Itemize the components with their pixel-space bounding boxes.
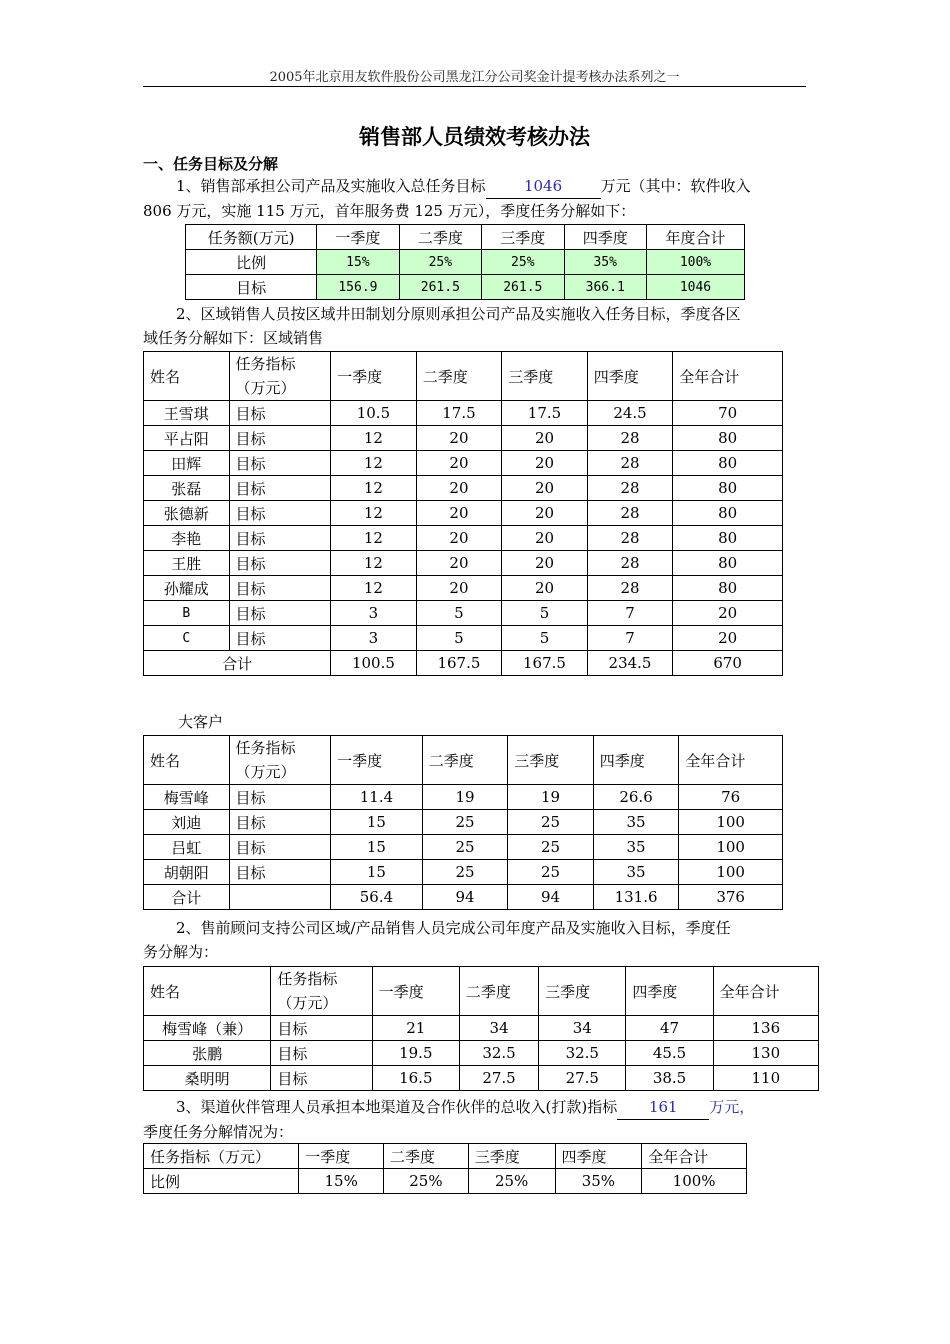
table-row — [144, 451, 783, 476]
table-cell: 28 — [587, 526, 673, 551]
table-cell — [229, 885, 331, 910]
table-header-cell: 一季度 — [317, 225, 399, 250]
table-cell: 目标 — [229, 601, 331, 626]
table-cell: 20 — [502, 476, 588, 501]
table-cell: 目标 — [229, 860, 331, 885]
table-cell: 261.5 — [399, 275, 481, 300]
p4-prefix: 3、渠道伙伴管理人员承担本地渠道及合作伙伴的总收入(打款)指标 — [176, 1098, 618, 1116]
table-cell: 45.5 — [626, 1041, 713, 1066]
table-cell: 目标 — [229, 810, 331, 835]
table-cell: 5 — [416, 626, 502, 651]
table-row — [144, 476, 783, 501]
p1-suffix: 万元（其中：软件收入 — [600, 177, 751, 195]
table-cell: 131.6 — [593, 885, 679, 910]
header-line: 任务指标 — [235, 355, 296, 373]
table-cell: 261.5 — [482, 275, 564, 300]
table-cell: 80 — [673, 551, 783, 576]
table-cell: 3 — [331, 601, 417, 626]
header-line: （万元） — [235, 379, 296, 397]
table-row — [144, 835, 783, 860]
header-line: （万元） — [235, 763, 296, 781]
table-cell: 25 — [508, 835, 594, 860]
table-header-cell — [271, 967, 372, 1016]
table-cell: 25% — [482, 250, 564, 275]
quarterly-target-table — [185, 224, 745, 300]
table-cell: 刘迪 — [144, 810, 230, 835]
table-header-cell: 一季度 — [299, 1144, 384, 1169]
table-row — [144, 626, 783, 651]
table-row — [144, 1066, 819, 1091]
table-cell: 80 — [673, 576, 783, 601]
table-cell: 15% — [317, 250, 399, 275]
table-cell: 35 — [593, 860, 679, 885]
table-cell: 25 — [422, 810, 508, 835]
table-header-cell: 二季度 — [422, 736, 508, 785]
table-cell: 张磊 — [144, 476, 230, 501]
p2-line2: 域任务分解如下：区域销售 — [143, 329, 324, 347]
table-header-cell: 二季度 — [416, 352, 502, 401]
table-cell: 47 — [626, 1016, 713, 1041]
regional-sales-table — [143, 351, 783, 676]
table-cell: 28 — [587, 426, 673, 451]
table-cell: 19.5 — [372, 1041, 459, 1066]
table-cell: 80 — [673, 476, 783, 501]
table-cell: 167.5 — [416, 651, 502, 676]
table-cell: 20 — [502, 526, 588, 551]
table-header-cell: 全年合计 — [642, 1144, 747, 1169]
table-cell: 20 — [502, 451, 588, 476]
table-total-row — [144, 885, 783, 910]
table-cell: 目标 — [186, 275, 317, 300]
table-header-cell: 三季度 — [482, 225, 564, 250]
table-cell: 11.4 — [331, 785, 423, 810]
table-cell: 目标 — [229, 501, 331, 526]
table-header-cell: 四季度 — [555, 1144, 642, 1169]
table-cell: 王雪琪 — [144, 401, 230, 426]
table-cell: 76 — [679, 785, 783, 810]
table-cell: 19 — [422, 785, 508, 810]
table-cell: 25% — [399, 250, 481, 275]
table-cell: 10.5 — [331, 401, 417, 426]
table-header-cell: 姓名 — [144, 736, 230, 785]
table-cell: 110 — [713, 1066, 818, 1091]
table-cell: 合计 — [144, 885, 230, 910]
table-header-cell — [229, 352, 331, 401]
table-row — [144, 1016, 819, 1041]
paragraph-3 — [143, 916, 808, 964]
table-header-cell: 三季度 — [468, 1144, 555, 1169]
table-header-cell: 一季度 — [331, 736, 423, 785]
table-cell: 17.5 — [416, 401, 502, 426]
table-cell: 25 — [508, 810, 594, 835]
table-cell: 梅雪峰（兼） — [144, 1016, 271, 1041]
table-cell: 目标 — [271, 1041, 372, 1066]
table-header-row — [144, 352, 783, 401]
table-cell: 12 — [331, 451, 417, 476]
table-cell: 35 — [593, 835, 679, 860]
table-cell: 比例 — [144, 1169, 299, 1194]
table-cell: 15 — [331, 810, 423, 835]
table-cell: 25% — [468, 1169, 555, 1194]
table-header-cell: 四季度 — [626, 967, 713, 1016]
table-row — [144, 860, 783, 885]
table-cell: 20 — [502, 426, 588, 451]
table-row — [144, 1041, 819, 1066]
header-rule — [143, 86, 806, 87]
table-cell: 目标 — [229, 401, 331, 426]
table-cell: 梅雪峰 — [144, 785, 230, 810]
table-header-cell: 四季度 — [587, 352, 673, 401]
table-header-row — [144, 967, 819, 1016]
table-header-cell — [229, 736, 331, 785]
table-cell: 桑明明 — [144, 1066, 271, 1091]
table-header-cell: 三季度 — [539, 967, 626, 1016]
table-cell: 20 — [502, 501, 588, 526]
table-header-cell: 二季度 — [459, 967, 538, 1016]
table-cell: 3 — [331, 626, 417, 651]
table-cell: 20 — [416, 426, 502, 451]
p1-prefix: 1、销售部承担公司产品及实施收入总任务目标 — [176, 177, 486, 195]
table-cell: 35% — [564, 250, 646, 275]
table-cell: 670 — [673, 651, 783, 676]
table-cell: 目标 — [229, 626, 331, 651]
table-header-row — [144, 736, 783, 785]
table-cell: 376 — [679, 885, 783, 910]
header-line: 任务指标 — [235, 739, 296, 757]
table-cell: 167.5 — [502, 651, 588, 676]
table-cell: 26.6 — [593, 785, 679, 810]
paragraph-1 — [143, 174, 808, 223]
header-line: （万元） — [277, 994, 338, 1012]
table-header-row — [186, 225, 745, 250]
table-cell: 20 — [416, 576, 502, 601]
table-cell: 1046 — [646, 275, 744, 300]
table-cell: 5 — [416, 601, 502, 626]
table-header-cell: 全年合计 — [679, 736, 783, 785]
table-cell: 27.5 — [459, 1066, 538, 1091]
table-row — [186, 250, 745, 275]
table-cell: 32.5 — [539, 1041, 626, 1066]
table-cell: 目标 — [229, 785, 331, 810]
p3-line2: 务分解为： — [143, 943, 219, 961]
table-cell: 田辉 — [144, 451, 230, 476]
channel-partner-table — [143, 1143, 747, 1194]
table-row — [144, 526, 783, 551]
table-header-cell: 任务额(万元) — [186, 225, 317, 250]
p4-value: 161 — [617, 1095, 709, 1120]
table-header-cell: 年度合计 — [646, 225, 744, 250]
table-header-cell: 一季度 — [331, 352, 417, 401]
table-cell: 25% — [384, 1169, 469, 1194]
table-cell: 吕虹 — [144, 835, 230, 860]
table-cell: 胡朝阳 — [144, 860, 230, 885]
table-cell: 目标 — [229, 526, 331, 551]
paragraph-4 — [143, 1095, 818, 1144]
table-cell: 94 — [508, 885, 594, 910]
table-cell: 34 — [539, 1016, 626, 1041]
table-cell: 34 — [459, 1016, 538, 1041]
table-cell: 15 — [331, 835, 423, 860]
table-cell: 100% — [642, 1169, 747, 1194]
table-cell: 7 — [587, 626, 673, 651]
table-cell: 20 — [673, 626, 783, 651]
table-header-cell: 姓名 — [144, 352, 230, 401]
table-header-row — [144, 1144, 747, 1169]
table-cell: 100 — [679, 835, 783, 860]
table-cell: 28 — [587, 576, 673, 601]
table-cell: 目标 — [229, 476, 331, 501]
table-cell: 目标 — [229, 551, 331, 576]
table-cell: 80 — [673, 426, 783, 451]
table-row — [144, 785, 783, 810]
table-cell: 5 — [502, 601, 588, 626]
table-header-cell: 三季度 — [502, 352, 588, 401]
table-row — [144, 551, 783, 576]
document-title: 销售部人员绩效考核办法 — [359, 124, 590, 149]
table-cell: 12 — [331, 501, 417, 526]
table-cell: 130 — [713, 1041, 818, 1066]
table-cell: C — [144, 626, 230, 651]
table-cell: 7 — [587, 601, 673, 626]
table-cell: B — [144, 601, 230, 626]
table-cell: 28 — [587, 451, 673, 476]
table-cell: 平占阳 — [144, 426, 230, 451]
table-cell: 80 — [673, 451, 783, 476]
table-header-cell: 一季度 — [372, 967, 459, 1016]
table-row — [144, 401, 783, 426]
table-cell: 目标 — [229, 451, 331, 476]
page-header: 2005年北京用友软件股份公司黑龙江分公司奖金计提考核办法系列之一 — [269, 70, 680, 85]
table-cell: 80 — [673, 501, 783, 526]
table-cell: 20 — [416, 451, 502, 476]
table-cell: 19 — [508, 785, 594, 810]
table-row — [144, 810, 783, 835]
table-cell: 12 — [331, 551, 417, 576]
table-cell: 234.5 — [587, 651, 673, 676]
table-cell: 目标 — [271, 1016, 372, 1041]
table-cell: 27.5 — [539, 1066, 626, 1091]
table-cell: 目标 — [271, 1066, 372, 1091]
table-cell: 15% — [299, 1169, 384, 1194]
table-cell: 38.5 — [626, 1066, 713, 1091]
section-heading-1: 一、任务目标及分解 — [143, 155, 279, 173]
table-cell: 20 — [416, 476, 502, 501]
p1-value: 1046 — [486, 174, 601, 199]
p4-suffix: 万元， — [709, 1098, 755, 1116]
table-cell: 5 — [502, 626, 588, 651]
table-cell: 25 — [422, 835, 508, 860]
table-cell: 35% — [555, 1169, 642, 1194]
table-cell: 28 — [587, 501, 673, 526]
paragraph-2 — [143, 302, 808, 350]
table-cell: 比例 — [186, 250, 317, 275]
table-header-cell: 姓名 — [144, 967, 271, 1016]
table-cell: 目标 — [229, 835, 331, 860]
table-total-row — [144, 651, 783, 676]
p3-line1: 2、售前顾问支持公司区域/产品销售人员完成公司年度产品及实施收入目标，季度任 — [176, 919, 731, 937]
table-cell: 20 — [416, 526, 502, 551]
table-cell: 100 — [679, 810, 783, 835]
table-cell: 17.5 — [502, 401, 588, 426]
table-header-cell: 四季度 — [564, 225, 646, 250]
table-cell: 12 — [331, 526, 417, 551]
table-cell: 20 — [502, 576, 588, 601]
table-cell: 12 — [331, 476, 417, 501]
table-cell: 25 — [508, 860, 594, 885]
table-cell: 100% — [646, 250, 744, 275]
table-cell: 35 — [593, 810, 679, 835]
table-cell: 目标 — [229, 576, 331, 601]
table-cell: 100 — [679, 860, 783, 885]
table-cell: 80 — [673, 526, 783, 551]
table-cell: 94 — [422, 885, 508, 910]
table-header-cell: 二季度 — [384, 1144, 469, 1169]
p2-line1: 2、区域销售人员按区域井田制划分原则承担公司产品及实施收入任务目标，季度各区 — [176, 305, 741, 323]
table-cell: 20 — [673, 601, 783, 626]
table-cell: 56.4 — [331, 885, 423, 910]
table-cell: 366.1 — [564, 275, 646, 300]
table-cell: 张德新 — [144, 501, 230, 526]
header-line: 任务指标 — [277, 970, 338, 988]
table-header-cell: 二季度 — [399, 225, 481, 250]
table-header-cell: 全年合计 — [673, 352, 783, 401]
table-cell: 20 — [502, 551, 588, 576]
table-cell: 合计 — [144, 651, 331, 676]
table-cell: 70 — [673, 401, 783, 426]
table-row — [144, 1169, 747, 1194]
table-cell: 12 — [331, 576, 417, 601]
p1-line2: 806 万元，实施 115 万元，首年服务费 125 万元），季度任务分解如下： — [143, 202, 636, 220]
table-cell: 王胜 — [144, 551, 230, 576]
table-row — [144, 576, 783, 601]
table-row — [144, 426, 783, 451]
presales-table — [143, 966, 819, 1091]
table-cell: 32.5 — [459, 1041, 538, 1066]
table-header-cell: 三季度 — [508, 736, 594, 785]
table-header-cell: 四季度 — [593, 736, 679, 785]
table-cell: 张鹏 — [144, 1041, 271, 1066]
table-cell: 24.5 — [587, 401, 673, 426]
table-cell: 16.5 — [372, 1066, 459, 1091]
table-cell: 28 — [587, 476, 673, 501]
table-cell: 目标 — [229, 426, 331, 451]
table-cell: 李艳 — [144, 526, 230, 551]
table-cell: 15 — [331, 860, 423, 885]
big-client-label: 大客户 — [178, 713, 224, 731]
table-header-cell: 全年合计 — [713, 967, 818, 1016]
table-row — [186, 275, 745, 300]
table-cell: 136 — [713, 1016, 818, 1041]
table-cell: 孙耀成 — [144, 576, 230, 601]
table-cell: 21 — [372, 1016, 459, 1041]
table-cell: 25 — [422, 860, 508, 885]
table-cell: 100.5 — [331, 651, 417, 676]
table-header-cell: 任务指标（万元） — [144, 1144, 299, 1169]
table-cell: 20 — [416, 551, 502, 576]
table-cell: 156.9 — [317, 275, 399, 300]
big-client-table — [143, 735, 783, 910]
table-cell: 20 — [416, 501, 502, 526]
table-row — [144, 501, 783, 526]
table-row — [144, 601, 783, 626]
table-cell: 12 — [331, 426, 417, 451]
p4-line2: 季度任务分解情况为： — [143, 1123, 294, 1141]
table-cell: 28 — [587, 551, 673, 576]
